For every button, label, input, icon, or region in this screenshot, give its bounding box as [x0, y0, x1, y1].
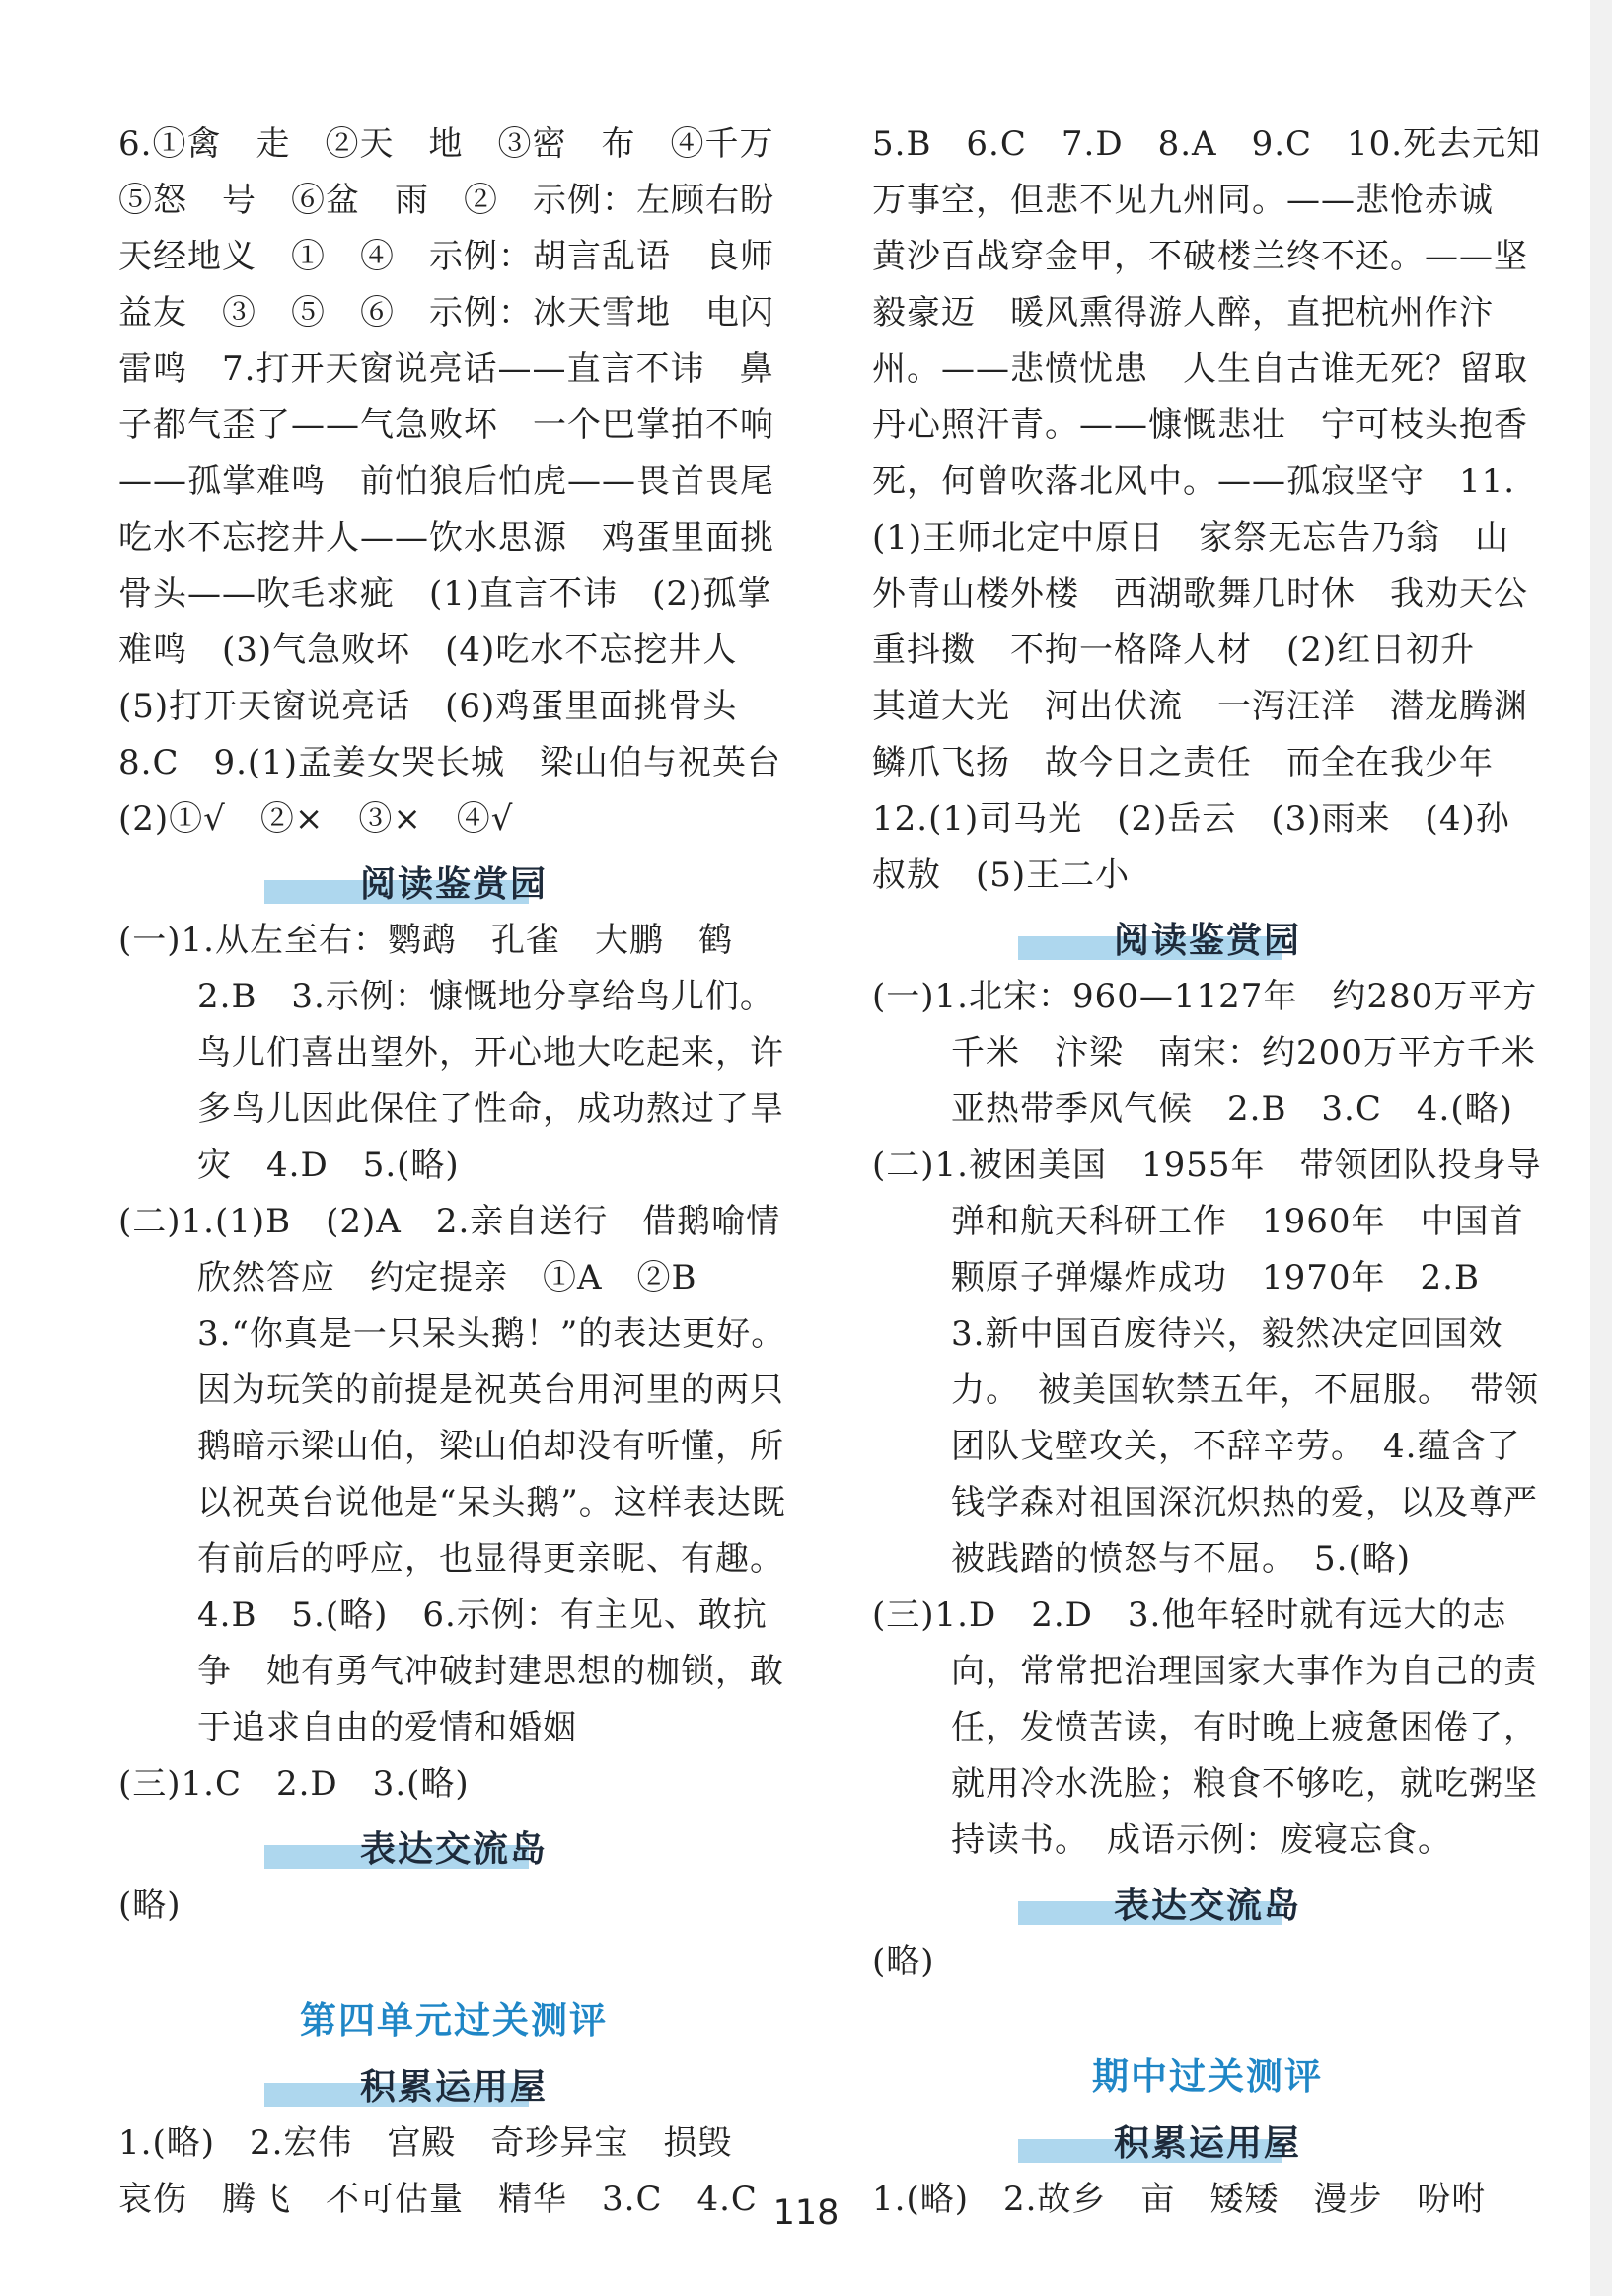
section-heading-accumulation	[872, 2120, 1543, 2166]
page-number: 118	[772, 2193, 840, 2233]
answer-paragraph-vocab: 6.①禽 走 ②天 地 ③密 布 ④千万 ⑤怒 号 ⑥盆 雨 ② 示例：左顾右盼 天经地义 ① ④ 示例：胡言乱语 良师益友 ③ ⑤ ⑥ 示例：冰天雪地 电闪雷鸣 7.打开天窗说亮话——直言不讳 鼻子都气歪了——气急败坏 一个巴掌拍不响——孤掌难鸣 前怕狼后怕虎——畏首畏尾 吃水不忘挖井人——饮水思源 鸡蛋里面挑骨头——吹毛求疵 (1)直言不讳 (2)孤掌难鸣 (3)气急败坏 (4)吃水不忘挖井人 (5)打开天窗说亮话 (6)鸡蛋里面挑骨头 8.C 9.(1)孟姜女哭长城 梁山伯与祝英台 (2)①√ ②× ③× ④√	[118, 124, 817, 839]
right-column	[872, 116, 1571, 2228]
section-heading-expression	[872, 1883, 1543, 1928]
answer-reading-2: (二)1.被困美国 1955年 带领团队投身导弹和航天科研工作 1960年 中国首颗原子弹爆炸成功 1970年 2.B 3.新中国百废待兴，毅然决定回国效力。 被美国软禁五年，不屈服。 带领团队戈壁攻关，不辞辛劳。 4.蕴含了钱学森对祖国深沉炽热的爱，以及尊严被践踏的愤怒与不屈。 5.(略)	[872, 1146, 1542, 1579]
answer-reading-3: (三)1.D 2.D 3.他年轻时就有远大的志向，常常把治理国家大事作为自己的责任，发愤苦读，有时晚上疲惫困倦了，就用冷水洗脸；粮食不够吃，就吃粥坚持读书。 成语示例：废寝忘食。	[872, 1595, 1538, 1860]
answer-reading-1: (一)1.北宋：960—1127年 约280万平方千米 汴梁 南宋：约200万平方千米 亚热带季风气候 2.B 3.C 4.(略)	[872, 977, 1571, 1129]
answer-reading-2: (二)1.(1)B (2)A 2.亲自送行 借鹅喻情 欣然答应 约定提亲 ①A ②B 3.“你真是一只呆头鹅！”的表达更好。因为玩笑的前提是祝英台用河里的两只鹅暗示梁山伯，梁山伯却没有听懂，所以祝英台说他是“呆头鹅”。这样表达既有前后的呼应，也显得更亲昵、有趣。 4.B 5.(略) 6.示例：有主见、敢抗争 她有勇气冲破封建思想的枷锁，敢于追求自由的爱情和婚姻	[118, 1202, 816, 1747]
heading-text: 阅读鉴赏园	[359, 863, 548, 905]
answer-accumulation: 1.(略) 2.宏伟 宫殿 奇珍异宝 损毁 哀伤 腾飞 不可估量 精华 3.C 4.C	[118, 2123, 768, 2219]
heading-text: 表达交流岛	[359, 1828, 548, 1870]
answer-accumulation: 1.(略) 2.故乡 亩 矮矮 漫步 吩咐	[872, 2180, 1487, 2219]
section-heading-accumulation	[118, 2064, 789, 2110]
heading-text: 积累运用屋	[1113, 2122, 1301, 2164]
section-heading-reading	[118, 861, 789, 907]
page-edge	[1590, 0, 1612, 2296]
heading-text: 阅读鉴赏园	[1113, 920, 1301, 961]
section-heading-expression	[118, 1826, 789, 1872]
section-heading-reading	[872, 918, 1543, 963]
heading-text: 表达交流岛	[1113, 1885, 1301, 1926]
answer-expression: (略)	[872, 1942, 935, 1981]
unit-title: 期中过关测评	[1092, 2055, 1323, 2098]
answer-reading-1: (一)1.从左至右：鹦鹉 孔雀 大鹏 鹤 2.B 3.示例：慷慨地分享给鸟儿们。鸟儿们喜出望外，开心地大吃起来，许多鸟儿因此保住了性命，成功熬过了旱灾 4.D 5.(略)	[118, 921, 784, 1185]
heading-text: 积累运用屋	[359, 2066, 548, 2108]
answer-paragraph-poems: 5.B 6.C 7.D 8.A 9.C 10.死去元知万事空，但悲不见九州同。——悲怆赤诚 黄沙百战穿金甲，不破楼兰终不还。——坚毅豪迈 暖风熏得游人醉，直把杭州作汴州。——悲愤忧患 人生自古谁无死？留取丹心照汗青。——慷慨悲壮 宁可枝头抱香死，何曾吹落北风中。——孤寂坚守 11.(1)王师北定中原日 家祭无忘告乃翁 山外青山楼外楼 西湖歌舞几时休 我劝天公重抖擞 不拘一格降人材 (2)红日初升 其道大光 河出伏流 一泻汪洋 潜龙腾渊 鳞爪飞扬 故今日之责任 而全在我少年 12.(1)司马光 (2)岳云 (3)雨来 (4)孙叔敖 (5)王二小	[872, 124, 1563, 895]
answer-reading-3: (三)1.C 2.D 3.(略)	[118, 1764, 470, 1804]
unit-title: 第四单元过关测评	[300, 1999, 608, 2041]
answer-expression: (略)	[118, 1886, 182, 1925]
